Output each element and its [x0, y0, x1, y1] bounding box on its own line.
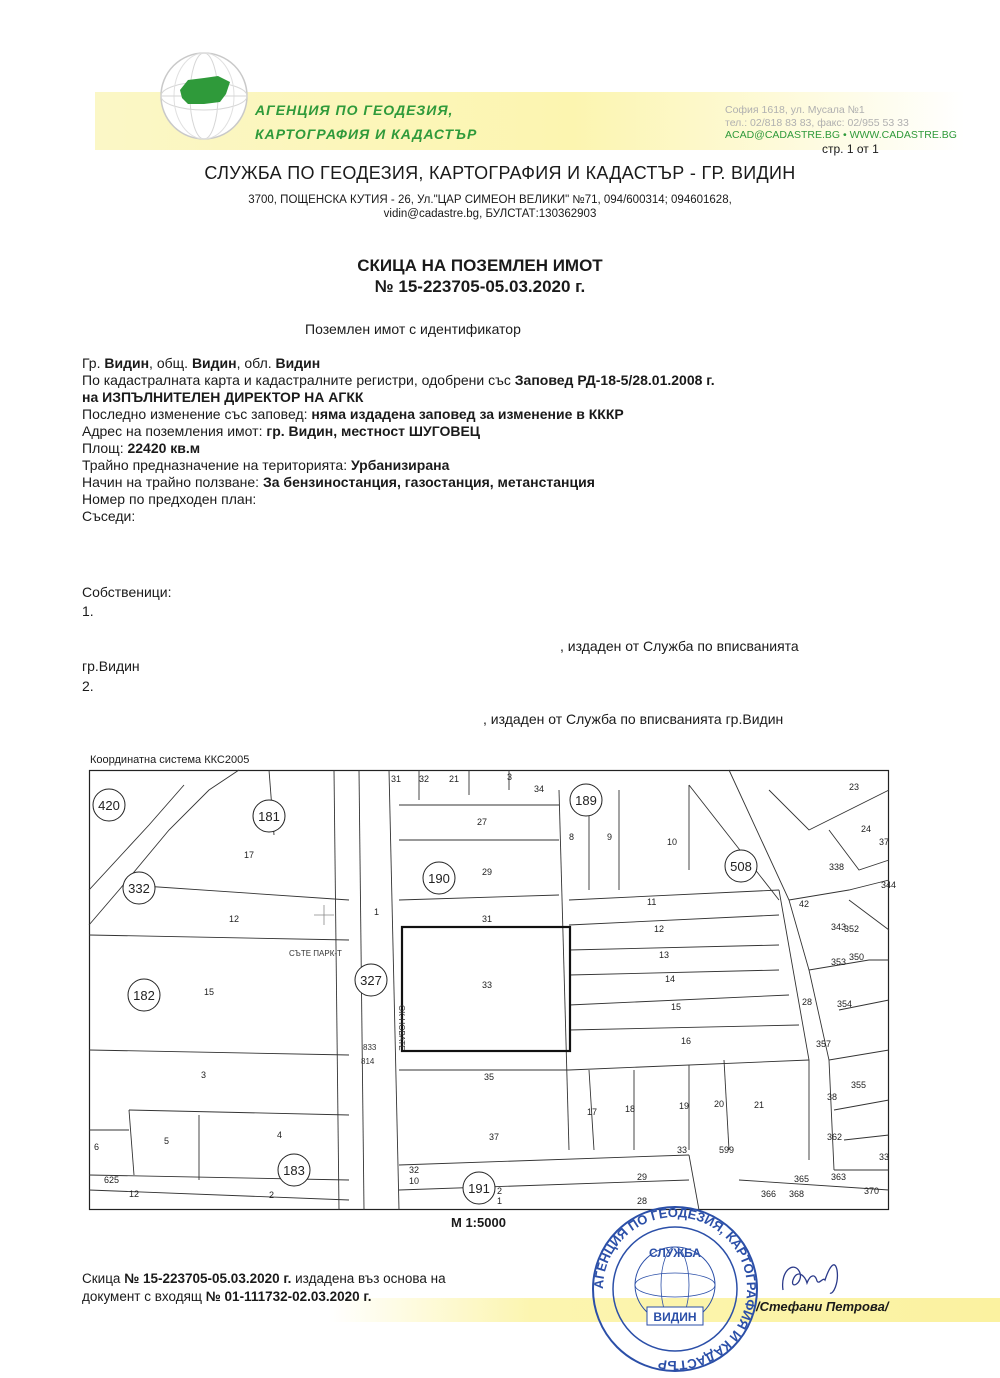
- area-label: Площ:: [82, 440, 128, 456]
- parcel-label: 29: [482, 867, 493, 877]
- approver-line: [82, 389, 715, 406]
- owners-block: [82, 583, 172, 621]
- parcel-label: 8: [569, 832, 575, 842]
- parcel-label: 38: [827, 1092, 838, 1102]
- usage-line: [82, 474, 715, 491]
- office-address-line1: 3700, ПОЩЕНСКА КУТИЯ - 26, Ул."ЦАР СИМЕОН ВЕЛИКИ" №71, 094/600314; 094601628,: [248, 194, 732, 206]
- parcel-label: 350: [849, 952, 865, 962]
- address-value: гр. Видин, местност ШУГОВЕЦ: [266, 423, 481, 439]
- parcel-label: 363: [831, 1172, 847, 1182]
- page-number: стр. 1 от 1: [822, 142, 879, 156]
- location-sep2: , обл.: [236, 355, 276, 371]
- coordinate-system: Координатна система ККС2005: [90, 754, 250, 766]
- svg-text:АГЕНЦИЯ ПО ГЕОДЕЗИЯ, КАРТОГРАФ: [591, 1205, 759, 1373]
- purpose-line: [82, 457, 715, 474]
- agency-name-line1: АГЕНЦИЯ ПО ГЕОДЕЗИЯ,: [255, 102, 454, 118]
- parcel-label: 35: [484, 1072, 495, 1082]
- footer-line1-prefix: Скица: [82, 1271, 125, 1286]
- parcel-label: 42: [799, 899, 810, 909]
- parcel-label: 11: [647, 897, 657, 907]
- parcel-label: 15: [671, 1002, 682, 1012]
- footer-line2: [82, 1288, 446, 1306]
- approver: на ИЗПЪЛНИТЕЛЕН ДИРЕКТОР НА АГКК: [82, 389, 364, 405]
- parcel-label: 27: [477, 817, 488, 827]
- owner-item-1: 1.: [82, 603, 94, 619]
- neighbours-line: Съседи:: [82, 508, 136, 524]
- parcel-label: 31: [391, 774, 402, 784]
- map-circle-label: 181: [258, 809, 280, 824]
- parcel-label: 3: [201, 1070, 207, 1080]
- parcel-label: 31: [482, 914, 493, 924]
- parcel-label: 1: [374, 907, 380, 917]
- parcel-label: 18: [625, 1104, 636, 1114]
- map-circle-label: 190: [428, 871, 450, 886]
- parcel-label: 37: [879, 837, 890, 847]
- office-address-line2: vidin@cadastre.bg, БУЛСТАТ:130362903: [383, 208, 597, 220]
- parcel-label: 354: [837, 999, 853, 1009]
- location-region: Видин: [275, 355, 321, 371]
- document-title: [0, 255, 960, 297]
- parcel-label: 37: [489, 1132, 500, 1142]
- address-label: Адрес на поземления имот:: [82, 423, 267, 439]
- map-annotation: ОК-НОВАТЕ: [397, 1005, 406, 1051]
- parcel-label: 10: [409, 1176, 420, 1186]
- footer-line1-suffix: издадена въз основа на: [291, 1271, 446, 1286]
- location-prefix: Гр.: [82, 355, 105, 371]
- owner1-city: гр.Видин: [82, 658, 140, 674]
- document-title-line1: СКИЦА НА ПОЗЕМЛЕН ИМОТ: [357, 256, 603, 275]
- property-info: [82, 355, 715, 525]
- parcel-label: 343: [831, 922, 847, 932]
- contact-address: София 1618, ул. Мусала №1: [725, 104, 865, 116]
- map-circle-label: 327: [360, 973, 382, 988]
- owner2-issued-by: , издаден от Служба по вписванията гр.Видин: [483, 711, 784, 727]
- parcel-label: 21: [449, 774, 460, 784]
- location-sep1: , общ.: [149, 355, 192, 371]
- stamp-ring-text: АГЕНЦИЯ ПО ГЕОДЕЗИЯ, КАРТОГРАФИЯ И КАДАСТЪР: [590, 1205, 760, 1373]
- map-circle-label: 183: [283, 1163, 305, 1178]
- location-line: [82, 355, 715, 372]
- map-annotation: 833: [363, 1043, 377, 1052]
- owner1-issued-by: , издаден от Служба по вписванията: [560, 638, 799, 654]
- contact-web: ACAD@CADASTRE.BG • WWW.CADASTRE.BG: [725, 129, 957, 141]
- parcel-label: 5: [164, 1136, 170, 1146]
- prev-plan-line: Номер по предходен план:: [82, 491, 257, 507]
- parcel-label: 23: [849, 782, 860, 792]
- footer-text: [82, 1270, 446, 1306]
- parcel-label: 21: [754, 1100, 765, 1110]
- parcel-label: 2: [269, 1190, 275, 1200]
- map-circle-label: 332: [128, 881, 150, 896]
- footer-incoming-number: № 01-111732-02.03.2020 г.: [205, 1289, 372, 1304]
- parcel-label: 20: [714, 1099, 725, 1109]
- parcel-label: 370: [864, 1186, 880, 1196]
- parcel-label: 599: [719, 1145, 735, 1155]
- identifier-label: Поземлен имот с идентификатор: [305, 321, 521, 337]
- footer-line1: [82, 1270, 446, 1288]
- parcel-label: 2: [497, 1186, 503, 1196]
- parcel-label: 368: [789, 1189, 805, 1199]
- parcel-label: 4: [277, 1130, 283, 1140]
- parcel-label: 17: [587, 1107, 598, 1117]
- parcel-label: 15: [204, 987, 215, 997]
- agency-name: [255, 98, 477, 146]
- map-circle-label: 191: [468, 1181, 490, 1196]
- agency-name-line2: КАРТОГРАФИЯ И КАДАСТЪР: [255, 126, 478, 142]
- area-line: [82, 440, 715, 457]
- parcel-label: 1: [497, 1196, 503, 1206]
- cadastre-prefix: По кадастралната карта и кадастралните регистри, одобрени със: [82, 372, 515, 388]
- location-city: Видин: [104, 355, 150, 371]
- address-line: [82, 423, 715, 440]
- usage-value: За бензиностанция, газостанция, метанстанция: [262, 474, 595, 490]
- stamp-center-text: СЛУЖБА: [649, 1246, 701, 1260]
- parcel-label: 34: [534, 784, 545, 794]
- parcel-label: 32: [409, 1165, 420, 1175]
- parcel-label: 19: [679, 1101, 690, 1111]
- purpose-value: Урбанизирана: [350, 457, 450, 473]
- last-change-line: [82, 406, 715, 423]
- parcel-label: 357: [816, 1039, 832, 1049]
- footer-line2-prefix: документ с входящ: [82, 1289, 206, 1304]
- last-change-value: няма издадена заповед за изменение в КККР: [311, 406, 624, 422]
- parcel-label: 353: [831, 957, 847, 967]
- cadastral-map: [89, 770, 897, 1215]
- parcel-label: 3: [507, 772, 513, 782]
- parcel-label: 12: [654, 924, 665, 934]
- last-change-label: Последно изменение със заповед:: [82, 406, 312, 422]
- map-circle-label: 420: [98, 798, 120, 813]
- parcel-label: 10: [667, 837, 678, 847]
- parcel-label: 12: [229, 914, 240, 924]
- map-circle-label: 189: [575, 793, 597, 808]
- parcel-label: 17: [244, 850, 255, 860]
- parcel-label: 32: [419, 774, 430, 784]
- purpose-label: Трайно предназначение на територията:: [82, 457, 351, 473]
- area-value: 22420 кв.м: [127, 440, 201, 456]
- parcel-label: 362: [827, 1132, 843, 1142]
- map-circle-label: 182: [133, 988, 155, 1003]
- parcel-label: 29: [637, 1172, 648, 1182]
- contact-phones: тел.: 02/818 83 83, факс: 02/955 53 33: [725, 116, 909, 129]
- owner-item-2: 2.: [82, 678, 94, 694]
- parcel-label: 344: [881, 880, 897, 890]
- agency-contacts: [725, 104, 957, 142]
- stamp-city-text: ВИДИН: [653, 1310, 697, 1324]
- map-annotation: СЪТЕ ПАРК-Т: [289, 949, 342, 958]
- map-annotation: 814: [361, 1057, 375, 1066]
- parcel-label: 33: [879, 1152, 890, 1162]
- parcel-label: 625: [104, 1175, 120, 1185]
- parcel-label: 9: [607, 832, 613, 842]
- parcel-label: 16: [681, 1036, 692, 1046]
- cadastre-order: Заповед РД-18-5/28.01.2008 г.: [514, 372, 715, 388]
- cadastre-line: [82, 372, 715, 389]
- parcel-label: 365: [794, 1174, 810, 1184]
- handwritten-signature: [775, 1255, 855, 1300]
- usage-label: Начин на трайно ползване:: [82, 474, 263, 490]
- map-scale: М 1:5000: [451, 1215, 506, 1230]
- parcel-label: 24: [861, 824, 872, 834]
- parcel-label: 6: [94, 1142, 100, 1152]
- parcel-label: 33: [482, 980, 493, 990]
- office-name: СЛУЖБА ПО ГЕОДЕЗИЯ, КАРТОГРАФИЯ И КАДАСТЪР - ГР. ВИДИН: [204, 163, 796, 183]
- office-address: [0, 193, 980, 221]
- parcel-label: 366: [761, 1189, 777, 1199]
- map-circle-label: 508: [730, 859, 752, 874]
- parcel-label: 352: [844, 924, 860, 934]
- owners-label: Собственици:: [82, 584, 172, 600]
- location-municipality: Видин: [191, 355, 237, 371]
- parcel-label: 12: [129, 1189, 140, 1199]
- parcel-label: 14: [665, 974, 676, 984]
- parcel-label: 355: [851, 1080, 867, 1090]
- document-number: № 15-223705-05.03.2020 г.: [374, 277, 586, 296]
- parcel-label: 28: [802, 997, 813, 1007]
- footer-sketch-number: № 15-223705-05.03.2020 г.: [124, 1271, 292, 1286]
- parcel-label: 33: [677, 1145, 688, 1155]
- parcel-label: 28: [637, 1196, 648, 1206]
- office-stamp: [582, 1205, 768, 1373]
- signer-name: /Стефани Петрова/: [756, 1299, 889, 1314]
- parcel-label: 338: [829, 862, 845, 872]
- parcel-label: 13: [659, 950, 670, 960]
- agency-globe-logo: [158, 50, 250, 142]
